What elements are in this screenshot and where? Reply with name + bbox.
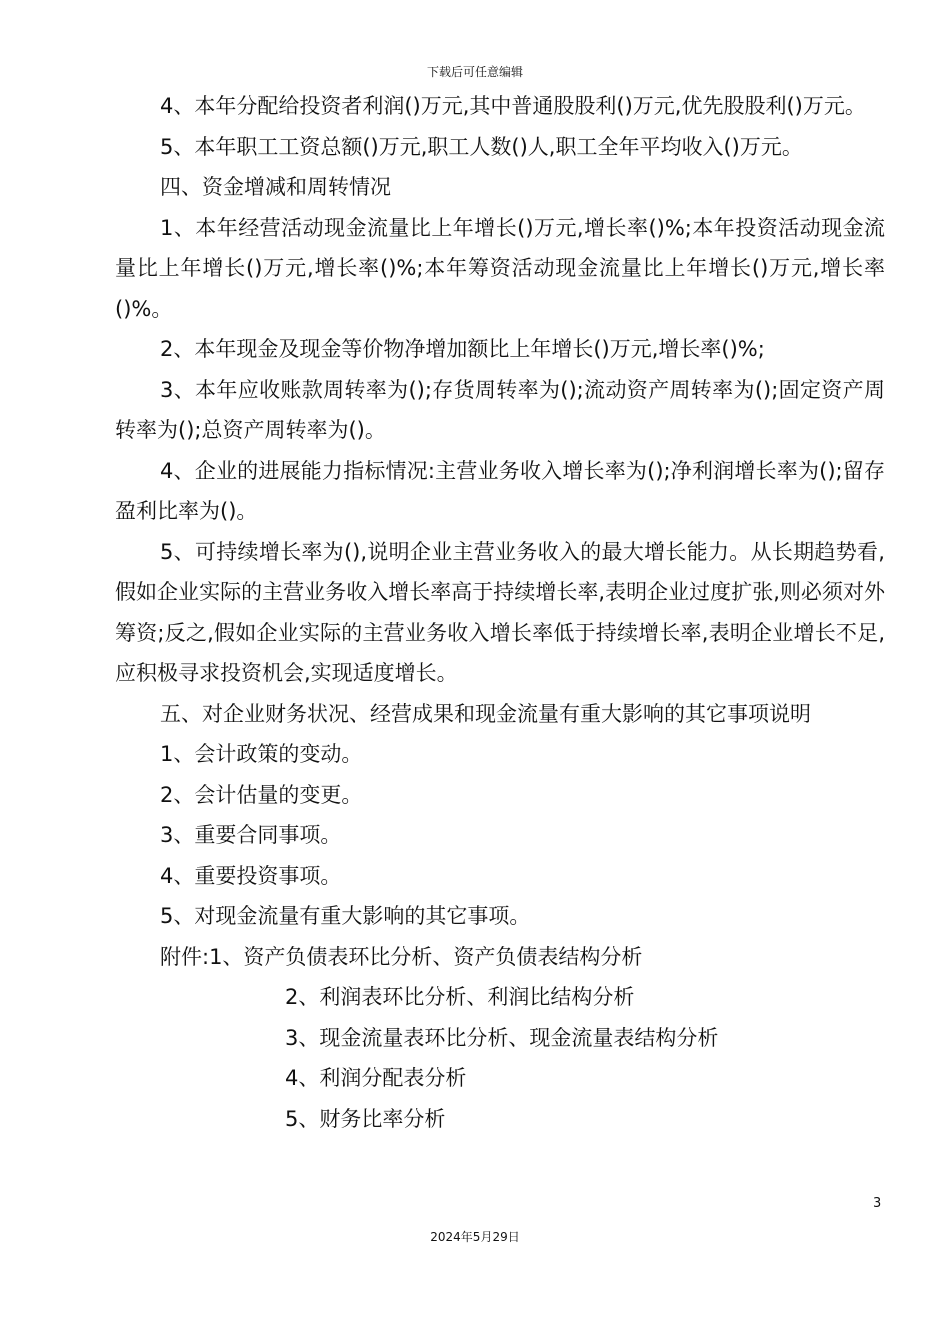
paragraph-wages: 5、本年职工工资总额()万元,职工人数()人,职工全年平均收入()万元。 — [160, 134, 803, 159]
page-number: 3 — [873, 1196, 882, 1211]
paragraph-profit-distribution: 4、本年分配给投资者利润()万元,其中普通股股利()万元,优先股股利()万元。 — [160, 94, 866, 118]
page-footer-date: 2024年5月29日 — [430, 1230, 520, 1244]
list-item-accounting-policy: 1、会计政策的变动。 — [160, 742, 363, 766]
annex-item: 4、利润分配表分析 — [285, 1066, 467, 1090]
paragraph-sustainable-growth: 5、可持续增长率为(),说明企业主营业务收入的最大增长能力。从长期趋势看,假如企业实际的主营业务收入增长率高于持续增长率,表明企业过度扩张,则必须对外筹资;反之,假如企业实际的主营业务收入增长率低于持续增长率,表明企业增长不足,应积极寻求投资机会,实现适度增长。 — [115, 539, 885, 685]
document-body — [115, 86, 885, 1139]
list-item-other-cash-flow-matters: 5、对现金流量有重大影响的其它事项。 — [160, 904, 531, 928]
paragraph-development-indicators: 4、企业的进展能力指标情况:主营业务收入增长率为();净利润增长率为();留存盈利比率为()。 — [115, 458, 885, 523]
annex-first-item: 附件:1、资产负债表环比分析、资产负债表结构分析 — [160, 944, 643, 969]
annex-item: 3、现金流量表环比分析、现金流量表结构分析 — [285, 1025, 719, 1050]
list-item-contracts: 3、重要合同事项。 — [160, 823, 342, 847]
annex-item: 5、财务比率分析 — [285, 1106, 446, 1131]
section-heading-other-matters: 五、对企业财务状况、经营成果和现金流量有重大影响的其它事项说明 — [160, 701, 811, 726]
section-heading-capital-turnover: 四、资金增减和周转情况 — [160, 175, 391, 199]
annex-item: 2、利润表环比分析、利润比结构分析 — [285, 985, 635, 1009]
paragraph-cash-flow-growth: 1、本年经营活动现金流量比上年增长()万元,增长率()%;本年投资活动现金流量比上年增长()万元,增长率()%;本年筹资活动现金流量比上年增长()万元,增长率()%。 — [115, 215, 885, 321]
list-item-investments: 4、重要投资事项。 — [160, 863, 342, 888]
list-item-accounting-estimate: 2、会计估量的变更。 — [160, 782, 363, 807]
paragraph-turnover-ratios: 3、本年应收账款周转率为();存货周转率为();流动资产周转率为();固定资产周转率为();总资产周转率为()。 — [115, 377, 885, 442]
page-header: 下载后可任意编辑 — [426, 65, 523, 79]
paragraph-cash-equivalents: 2、本年现金及现金等价物净增加额比上年增长()万元,增长率()%; — [160, 337, 765, 361]
